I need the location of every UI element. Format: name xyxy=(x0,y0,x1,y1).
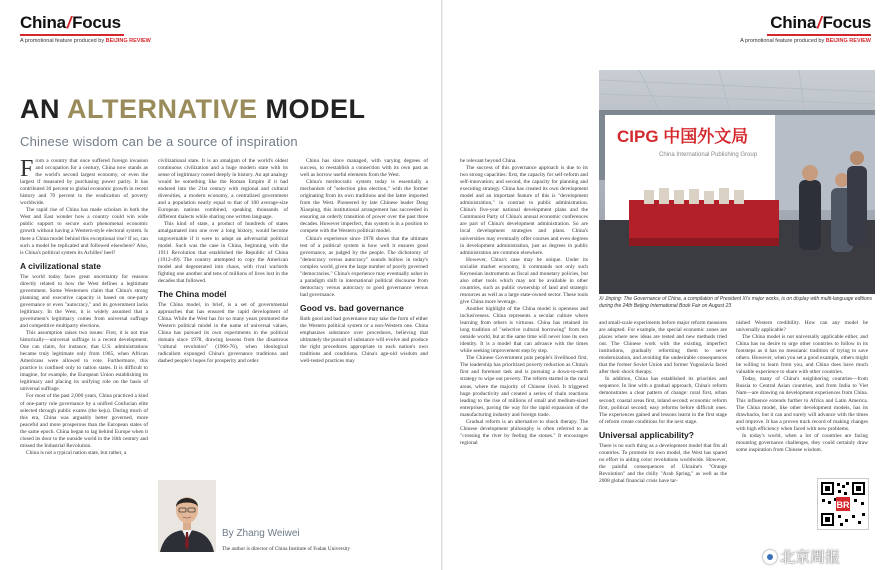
china-focus-logo: China/Focus xyxy=(20,13,121,32)
paragraph: The China model is not universally applicable either, and China has no desire to urge other countries to follow in its footsteps as it has no messianic tradition of trying to save others. However, when you set a good example, others might be willing to learn from you, and China does have much valuable experience to share with other countries. xyxy=(736,334,868,376)
paragraph: and small-scale experiments before major reform measures are adopted. For example, the special economic zones are places where new ideas are tested and new methods tried out. The Chinese work with the existing, imperfect institutions, gradually reforming them to serve modernization, and avoiding the undesirable consequences that the former Soviet Union and former Yugoslavia faced after their shock therapy. xyxy=(599,320,727,376)
qr-code xyxy=(817,478,869,530)
paragraph: China has since managed, with varying degrees of success, to reestablish a connection with its own past as well as borrow useful elements from the West. xyxy=(300,158,428,179)
paragraph: nished Western credibility. How can any model be universally applicable? xyxy=(736,320,868,334)
paragraph: Both good and bad governance may take the form of either the Western political system or a non-Western one. China emphasizes substance over procedures, believing that ultimately the pursuit of substance will evolve and produce the right procedures appropriate to each nation's own traditions and conditions. China's age-old wisdom and well-tested practices may xyxy=(300,315,428,365)
paragraph: This assumption raises two issues: First, it is not true historically—universal suffrage is a recent development. One can claim, for instance, that U.S. administrations became truly legitimate only from 1965, when African Americans were allowed to vote. Furthermore, this practice is confined only to nation states. It is difficult to imagine, for example, the European Union establishing its legitimacy and placing its unifying role on the basis of universal suffrage. xyxy=(20,330,148,393)
author-portrait xyxy=(158,480,216,552)
article-subtitle: Chinese wisdom can be a source of inspiration xyxy=(20,134,298,149)
brand-header-left xyxy=(20,14,151,44)
paragraph: The Chinese Government puts people's livelihood first. The leadership has prioritized poverty reduction as China's first and foremost task and is pursuing a down-to-earth strategy to wipe out poverty. The reform started in the rural areas, where the majority of Chinese lived. It triggered huge productivity and created a series of chain reactions leading to the rise of millions of small and medium-sized enterprises, paving the way for the rapid expansion of the manufacturing industry and foreign trade. xyxy=(460,355,588,418)
paragraph: For most of the past 2,000 years, China practiced a kind of one-party rule governance by a unified Confucian elite selected through public exams (the keju). During much of this era, China was arguably better governed, more peaceful and more prosperous than the European states of the same epoch. China began to lag behind Europe when it closed its door to the outside world in the 18th century and missed the Industrial Revolution. xyxy=(20,393,148,449)
brand-header-right xyxy=(740,14,871,44)
paragraph: In addition, China has established its priorities and sequence. In line with a gradual approach, China's reform demonstrates a clear pattern of change: rural first, urban second; coastal areas first, inland second; economic reform first, political second; easy reforms before difficult ones. The experiences gained and lessons learnt in the first stage of reform create conditions for the next stage. xyxy=(599,376,727,425)
article-title: AN ALTERNATIVE MODEL xyxy=(20,94,366,124)
text-column-2 xyxy=(158,158,288,476)
text-column-4 xyxy=(460,158,588,562)
paragraph: be relevant beyond China. xyxy=(460,158,517,164)
paragraph: In today's world, when a lot of countries are facing mounting governance challenges, they could certainly draw some inspiration from Chinese wisdom. xyxy=(736,432,868,453)
text-column-5 xyxy=(599,320,727,562)
brand-rule xyxy=(20,34,124,36)
wechat-logo-icon xyxy=(763,550,777,564)
section-heading: The China model xyxy=(158,288,227,299)
paragraph: This kind of state, a product of hundreds of states amalgamated into one over a long history, would become ungovernable if it were to adopt an adversarial political model. Such was the case in China, beginning with the 1911 Revolution that established the Republic of China (1912-49). The country attempted to copy the American model and degenerated into chaos, with rival warlords fighting one another and tens of millions of lives lost in the decades that followed. xyxy=(158,221,288,284)
paragraph: There is no such thing as a development model that fits all countries. To promote its own model, the West has spared no effort in aiding color revolutions worldwide. However, the painful consequences of Ukraine's "Orange Revolution" and the chilly "Arab Spring," as well as the 2008 global financial crisis have tar- xyxy=(599,442,727,484)
paragraph: Gradual reform is an alternative to shock therapy. The Chinese development philosophy is often referred to as "crossing the river by feeling the stones." It encourages regional xyxy=(460,418,588,446)
paragraph: China is not a typical nation state, but rather, a xyxy=(26,449,127,456)
brand-subline: A promotional feature produced by BEIJING REVIEW xyxy=(740,38,871,44)
author-note: The author is director of China Institute of Fudan University xyxy=(222,546,351,552)
wechat-watermark: 北京周报 xyxy=(763,546,840,567)
section-heading: Good vs. bad governance xyxy=(300,302,404,313)
paragraph: civilizational state. It is an amalgam of the world's oldest continuous civilization and a huge modern state with its sense of legitimacy rooted deeply in history. An apt analogy would be something like the Roman Empire if it had endured into the 21st century with regional and cultural diversities, a modern economy, a centralized government and a population nearly equal to that of 100 average-size European nations combined, speaking thousands of different dialects while sharing one written language. xyxy=(158,158,288,221)
cipg-banner-text: CIPG 中国外文局 xyxy=(617,127,749,146)
paragraph: Another highlight of the China model is openness and inclusiveness. China represents a secular culture where learning from others is virtuous. China has retained its long tradition of "selective cultural borrowing" from the outside world, but at the same time will never lose its own identity. It is a model that can advance with the times while seeking improvement step by step. xyxy=(460,305,588,355)
paragraph: The world today faces great uncertainty for reasons directly related to how the West defines a legitimate government. Some Westerners claim that China's strong planning and executive capacity is based on one-party governance or even "autocracy," and its government lacks legitimacy. In the West, it is widely assumed that a government's legitimacy comes from universal suffrage and competitive multiparty elections. xyxy=(20,273,148,329)
book-fair-photo xyxy=(599,70,875,294)
cipg-banner-subtext: China International Publishing Group xyxy=(659,152,758,158)
paragraph: The China model, in brief, is a set of governmental approaches that has ensured the rapid development of China. While the West has for so many years promoted the Western political model in the name of universal values, China has pursued its own experiments in the political domain since 1978, drawing lessons from the disastrous "cultural revolution" (1966-76), when ideological radicalism expunged China's governance traditions and dashed people's hopes for prosperity and order. xyxy=(158,301,288,365)
section-heading: Universal applicability? xyxy=(599,429,694,440)
svg-text:BR: BR xyxy=(836,500,850,510)
text-column-3 xyxy=(300,158,428,562)
drop-cap: F xyxy=(20,158,34,182)
text-column-1 xyxy=(20,158,148,562)
paragraph: The success of this governance approach is due to its two strong capacities: first, the capacity for self-reform and self-innovation; and second, the capacity for planning and executing strategy. China has created its own development model and an important feature of this is "development administration," in contrast to public administration. China's five-year national development plans and the Communist Party of China's annual economic conferences are part of China's development administration. So are local development strategies and plans. China's universities may eventually offer courses and even degrees in development administration, just as degrees in public administration are common elsewhere. xyxy=(460,165,588,256)
paragraph: However, China's case may be unique. Under its socialist market economy, it commands not only such Keynesian instruments as fiscal and monetary policies, but also other tools which may not be available in other countries, such as public ownership of land and strategic resources as well as a large state-owned sector. These tools give China more leverage. xyxy=(460,256,588,305)
author-byline: By Zhang Weiwei xyxy=(222,528,300,539)
lead-paragraph xyxy=(20,158,148,207)
lead-text: rom a country that once suffered foreign invasion and occupation for a century, China now stands as the world's second largest economy, or even the largest if measured by purchasing power parity. It has contributed 30 percent to global economic growth in recent history and 70 percent to the eradication of poverty worldwide. xyxy=(20,158,148,207)
paragraph: The rapid rise of China has made scholars in both the West and East wonder how a country could win wide public support to secure such phenomenal economic growth without having a Western-style electoral system. Is there a China model behind this exceptional rise? If so, can such a model be replicated and followed elsewhere? Also, is China's political system its Achilles' heel? xyxy=(20,207,148,256)
china-focus-logo: China/Focus xyxy=(770,13,871,32)
brand-subline: A promotional feature produced by BEIJING REVIEW xyxy=(20,38,151,44)
section-heading: A civilizational state xyxy=(20,260,101,271)
paragraph: China's experience since 1978 shows that the ultimate test of a political system is how well it ensures good governance, as judged by the people. The dichotomy of "democracy versus autocracy" sounds hollow in today's complex world, given the large number of poorly governed "democracies." China's experience may eventually usher in a paradigm shift in international political discourse from democracy versus autocracy to good governance versus bad governance. xyxy=(300,235,428,298)
paragraph: Today, many of China's neighboring countries—from Russia to Central Asian countries, and from India to Viet Nam—are drawing on development experiences from China. This influence extends further to Africa and Latin America. The China model, like other development models, has its drawbacks, but it can and surely will advance with the times and improve. It has a proven track record of making changes with high efficiency when faced with new problems. xyxy=(736,376,868,432)
photo-caption: Xi Jinping: The Governance of China, a compilation of President Xi's major works, is on display with multi-language editions during the 24th Beijing International Book Fair on August 23 xyxy=(599,296,873,309)
brand-rule xyxy=(767,34,871,36)
paragraph: China's meritocratic system today is essentially a mechanism of "selection plus election," with the former originating from its own traditions and the latter imported from the West. Pioneered by late Chinese leader Deng Xiaoping, this institutional arrangement has succeeded in ensuring an orderly transition of power over the past three decades. However imperfect, this system is in a position to compete with the Western political model. xyxy=(300,179,428,235)
